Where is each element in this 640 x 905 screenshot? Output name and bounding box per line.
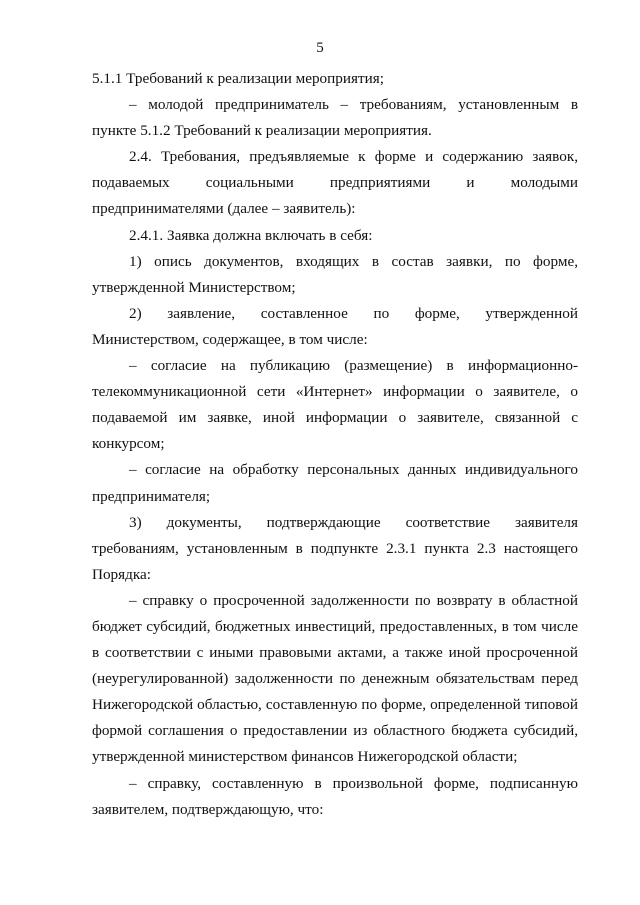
paragraph-2-4-1-application: 2.4.1. Заявка должна включать в себя: bbox=[129, 226, 373, 244]
list-item-1-inventory: 1) опись документов, входящих в состав заявки, по форме, утвержденной Министерством; bbox=[92, 252, 578, 296]
document-body bbox=[92, 66, 578, 823]
list-item-3-documents: 3) документы, подтверждающие соответствие заявителя требованиям, установленным в подпункте 2.3.1 пункта 2.3 настоящего Порядка: bbox=[92, 513, 578, 583]
paragraph-2-4-requirements: 2.4. Требования, предъявляемые к форме и содержанию заявок, подаваемых социальными предприятиями и молодыми предпринимателями (далее – заявитель): bbox=[92, 148, 578, 218]
sub-item-publication-consent: – согласие на публикацию (размещение) в информационно-телекоммуникационной сети «Интернет» информации о заявителе, о подаваемой им заявке, иной информации о заявителе, связанной с конкурсом; bbox=[92, 357, 578, 453]
paragraph-young-entrepreneur: – молодой предприниматель – требованиям, установленным в пункте 5.1.2 Требований к реализации мероприятия. bbox=[92, 96, 578, 140]
paragraph-continuation: 5.1.1 Требований к реализации мероприятия; bbox=[92, 70, 384, 87]
list-item-2-statement: 2) заявление, составленное по форме, утвержденной Министерством, содержащее, в том числе: bbox=[92, 304, 578, 348]
page-number: 5 bbox=[316, 40, 324, 56]
sub-item-debt-certificate: – справку о просроченной задолженности по возврату в областной бюджет субсидий, бюджетных инвестиций, предоставленных, в том числе в соответствии с иными правовыми актами, а также иной просроченной (неурегулированной) задолженности по денежным обязательствам перед Нижегородской областью, составленную по форме, определенной типовой формой соглашения о предоставлении из областного бюджета субсидий, утвержденной министерством финансов Нижегородской области; bbox=[92, 591, 578, 766]
sub-item-personal-data-consent: – согласие на обработку персональных данных индивидуального предпринимателя; bbox=[92, 461, 578, 505]
sub-item-free-form-certificate: – справку, составленную в произвольной форме, подписанную заявителем, подтверждающую, что: bbox=[92, 774, 578, 818]
